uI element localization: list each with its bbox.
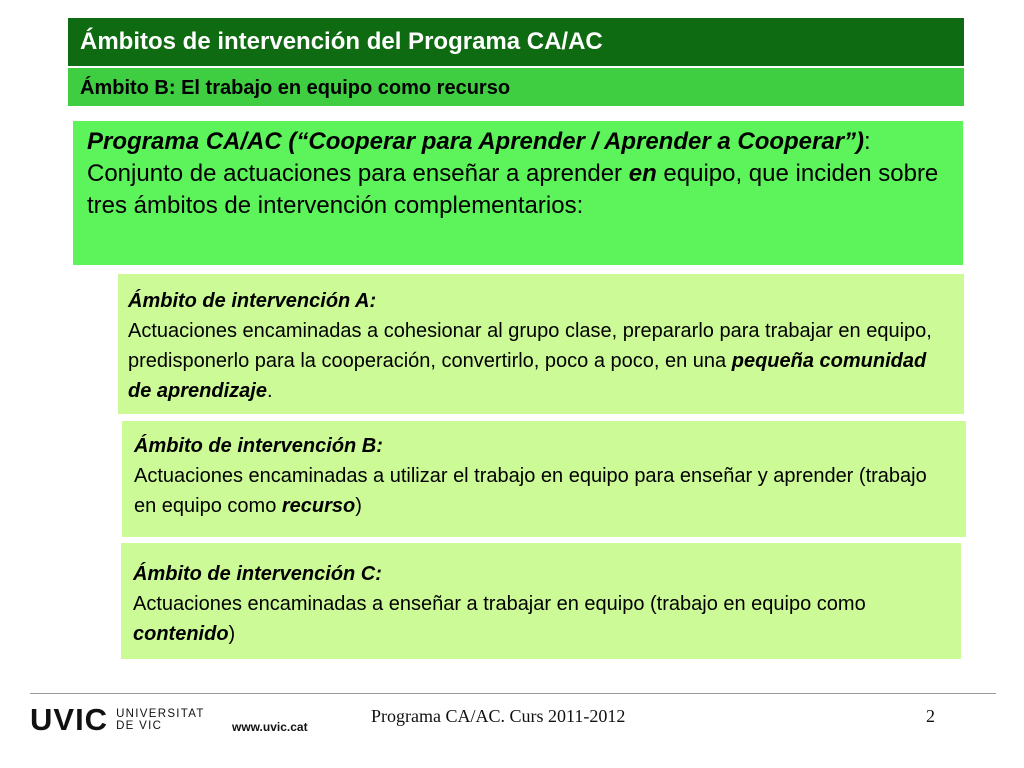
ambit-b-emphasis: recurso: [281, 495, 356, 517]
ambit-b-text: Actuaciones encaminadas a utilizar el trabajo en equipo para enseñar y aprender (trabajo en equipo como: [134, 465, 927, 517]
ambit-c-box: [121, 543, 961, 659]
website-link[interactable]: www.uvic.cat: [232, 720, 308, 734]
logo-line-2: DE VIC: [116, 720, 163, 732]
ambit-b-heading: Ámbito de intervención B:: [134, 435, 383, 457]
ambit-b-end: ): [355, 495, 362, 517]
ambit-a-box: [118, 274, 964, 414]
ambit-c-end: ): [228, 623, 236, 645]
ambit-b-box: [122, 421, 966, 537]
footer-divider: [30, 693, 996, 694]
slide-title: Ámbitos de intervención del Programa CA/AC: [68, 18, 964, 66]
uvic-logo: [30, 703, 205, 737]
intro-text-1: Conjunto de actuaciones para enseñar a aprender: [87, 160, 629, 187]
logo-university-name: [116, 708, 205, 732]
program-title: Programa CA/AC (“Cooperar para Aprender / Aprender a Cooperar”): [87, 128, 865, 155]
ambit-a-emphasis: pequeña comunidad de aprendizaje: [128, 350, 927, 402]
intro-text-2: equipo, que inciden sobre tres ámbitos de intervención complementarios:: [87, 160, 939, 219]
intro-emphasis: en: [628, 160, 657, 187]
page-number: 2: [926, 706, 935, 726]
ambit-a-heading: Ámbito de intervención A:: [128, 290, 377, 312]
ambit-c-emphasis: contenido: [133, 623, 229, 645]
ambit-a-text: Actuaciones encaminadas a cohesionar al grupo clase, prepararlo para trabajar en equipo, predisponerlo para la cooperación, convertirlo, poco a poco, en una: [128, 320, 932, 372]
course-label: Programa CA/AC. Curs 2011-2012: [371, 706, 626, 726]
intro-box: [73, 121, 963, 265]
ambit-a-end: .: [266, 380, 273, 402]
program-title-colon: :: [864, 128, 871, 155]
ambit-c-heading: Ámbito de intervención C:: [133, 563, 382, 585]
logo-line-1: UNIVERSITAT: [116, 708, 205, 720]
logo-mark: UVIC: [30, 702, 109, 737]
slide-subtitle: Ámbito B: El trabajo en equipo como recurso: [68, 68, 964, 106]
ambit-c-text: Actuaciones encaminadas a enseñar a trabajar en equipo (trabajo en equipo como: [133, 593, 866, 615]
